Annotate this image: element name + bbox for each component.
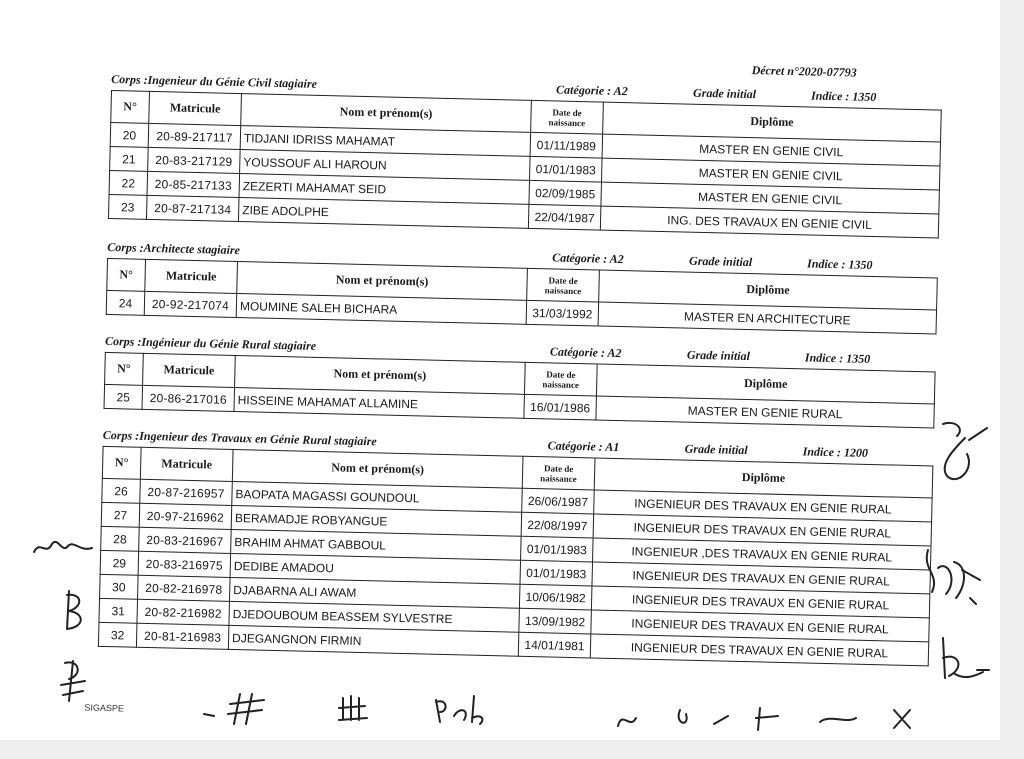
cell-num: 24 (106, 290, 145, 315)
cell-name: HISSEINE MAHAMAT ALLAMINE (234, 387, 524, 418)
cell-matricule: 20-83-216967 (139, 527, 232, 553)
cell-num: 28 (101, 526, 140, 551)
header-name: Nom et prénom(s) (232, 449, 523, 488)
handwritten-signature-icon (935, 628, 995, 688)
handwritten-signature-icon (935, 410, 995, 490)
header-matricule: Matricule (143, 353, 236, 387)
indice-label: Indice : 1350 (804, 350, 871, 366)
header-name: Nom et prénom(s) (237, 262, 528, 301)
handwritten-signature-icon (28, 530, 98, 570)
cell-num: 22 (109, 170, 148, 195)
cell-num: 31 (99, 598, 138, 623)
header-name: Nom et prénom(s) (241, 94, 532, 133)
corps-label: Corps :Ingenieur des Travaux en Génie Rural stagiaire (102, 427, 377, 449)
handwritten-signature-icon (55, 655, 95, 705)
cell-matricule: 20-85-217133 (147, 171, 240, 197)
handwritten-signature-icon (430, 690, 490, 730)
categorie-label: Catégorie : A1 (547, 438, 620, 455)
cell-diploma: INGENIEUR DES TRAVAUX EN GENIE RURAL (591, 586, 929, 618)
cell-num: 25 (104, 384, 143, 409)
header-birth-date: Date de naissance (522, 456, 595, 490)
cell-diploma: MASTER EN ARCHITECTURE (598, 302, 936, 334)
header-name: Nom et prénom(s) (235, 355, 526, 394)
cell-name: MOUMINE SALEH BICHARA (236, 294, 526, 325)
cell-name: ZIBE ADOLPHE (238, 198, 528, 229)
cell-num: 20 (110, 122, 149, 147)
cell-num: 27 (101, 502, 140, 527)
header-birth-date: Date de naissance (524, 362, 597, 396)
decree-sheet (84, 48, 942, 714)
cell-diploma: INGENIEUR DES TRAVAUX EN GENIE RURAL (592, 562, 930, 594)
header-diploma: Diplôme (596, 364, 935, 404)
cell-birth-date: 31/03/1992 (526, 300, 599, 326)
cell-name: YOUSSOUF ALI HAROUN (240, 150, 530, 181)
cell-name: ZEZERTI MAHAMAT SEID (239, 174, 529, 205)
header-diploma: Diplôme (594, 458, 933, 498)
cell-num: 26 (102, 478, 141, 503)
header-matricule: Matricule (145, 259, 238, 293)
indice-label: Indice : 1350 (810, 88, 877, 105)
cell-matricule: 20-97-216962 (139, 503, 232, 529)
cell-name: BRAHIM AHMAT GABBOUL (231, 529, 521, 560)
cell-diploma: MASTER EN GENIE RURAL (596, 396, 934, 428)
cell-matricule: 20-81-216983 (136, 623, 229, 649)
cell-matricule: 20-87-216957 (140, 479, 233, 505)
cell-num: 29 (100, 550, 139, 575)
categorie-label: Catégorie : A2 (555, 82, 628, 99)
cell-num: 30 (100, 574, 139, 599)
cell-matricule: 20-87-217134 (146, 195, 239, 221)
cell-diploma: INGENIEUR ,DES TRAVAUX EN GENIE RURAL (593, 538, 931, 570)
cell-matricule: 20-86-217016 (142, 385, 235, 411)
grade-label: Grade initial (684, 441, 748, 458)
categorie-label: Catégorie : A2 (549, 344, 622, 361)
cell-name: BERAMADJE ROBYANGUE (231, 505, 521, 536)
cell-matricule: 20-83-217129 (148, 147, 241, 173)
cell-num: 21 (110, 146, 149, 171)
cell-name: DJEGANGNON FIRMIN (228, 625, 518, 656)
cell-name: DJABARNA ALI AWAM (229, 577, 519, 608)
cell-birth-date: 02/09/1985 (529, 180, 602, 206)
cell-name: DJEDOUBOUM BEASSEM SYLVESTRE (229, 601, 519, 632)
cell-birth-date: 10/06/1982 (519, 584, 592, 610)
cell-diploma: MASTER EN GENIE CIVIL (602, 134, 940, 166)
cell-matricule: 20-82-216978 (138, 575, 231, 601)
header-num: N° (107, 258, 146, 291)
cell-birth-date: 26/06/1987 (522, 488, 595, 514)
footer-label: SIGASPE (84, 702, 125, 714)
agents-table (98, 446, 934, 667)
handwritten-signature-icon (610, 700, 940, 736)
corps-label: Corps :Ingénieur du Génie Rural stagiaire (104, 333, 317, 353)
cell-birth-date: 22/04/1987 (528, 204, 601, 230)
header-birth-date: Date de naissance (531, 100, 604, 134)
header-birth-date: Date de naissance (527, 268, 600, 302)
header-matricule: Matricule (140, 447, 233, 481)
cell-num: 32 (98, 622, 137, 647)
header-diploma: Diplôme (603, 102, 942, 142)
handwritten-signature-icon (335, 690, 375, 730)
cell-birth-date: 13/09/1982 (519, 608, 592, 634)
decree-number: Décret n°2020-07793 (751, 63, 857, 80)
cell-matricule: 20-83-216975 (138, 551, 231, 577)
cell-name: BAOPATA MAGASSI GOUNDOUL (232, 481, 522, 512)
cell-birth-date: 01/01/1983 (520, 560, 593, 586)
cell-matricule: 20-92-217074 (144, 291, 237, 317)
cell-num: 23 (108, 194, 147, 219)
cell-diploma: ING. DES TRAVAUX EN GENIE CIVIL (600, 206, 938, 238)
cell-matricule: 20-82-216982 (137, 599, 230, 625)
cell-birth-date: 01/01/1983 (521, 536, 594, 562)
header-diploma: Diplôme (599, 270, 938, 310)
cell-birth-date: 22/08/1997 (521, 512, 594, 538)
cell-birth-date: 14/01/1981 (518, 632, 591, 658)
header-num: N° (105, 352, 144, 385)
cell-diploma: INGENIEUR DES TRAVAUX EN GENIE RURAL (590, 634, 928, 666)
cell-birth-date: 16/01/1986 (524, 394, 597, 420)
cell-diploma: INGENIEUR DES TRAVAUX EN GENIE RURAL (594, 490, 932, 522)
header-num: N° (102, 446, 141, 479)
header-matricule: Matricule (149, 91, 242, 125)
cell-diploma: MASTER EN GENIE CIVIL (601, 158, 939, 190)
cell-name: DEDIBE AMADOU (230, 553, 520, 584)
header-num: N° (111, 90, 150, 123)
cell-birth-date: 01/01/1983 (529, 156, 602, 182)
grade-label: Grade initial (688, 253, 753, 270)
handwritten-signature-icon (918, 540, 988, 610)
cell-birth-date: 01/11/1989 (530, 132, 603, 158)
corps-label: Corps :Ingenieur du Génie Civil stagiaire (111, 71, 318, 91)
cell-diploma: INGENIEUR DES TRAVAUX EN GENIE RURAL (593, 514, 931, 546)
handwritten-signature-icon (200, 690, 280, 730)
cell-matricule: 20-89-217117 (148, 123, 241, 149)
indice-label: Indice : 1200 (802, 444, 869, 460)
cell-diploma: INGENIEUR DES TRAVAUX EN GENIE RURAL (591, 610, 929, 642)
corps-label: Corps :Architecte stagiaire (107, 239, 241, 258)
grade-label: Grade initial (692, 85, 757, 102)
cell-name: TIDJANI IDRISS MAHAMAT (240, 126, 530, 157)
grade-label: Grade initial (686, 347, 751, 364)
agents-table (108, 90, 942, 239)
cell-diploma: MASTER EN GENIE CIVIL (601, 182, 939, 214)
categorie-label: Catégorie : A2 (552, 250, 624, 267)
handwritten-signature-icon (55, 585, 95, 635)
indice-label: Indice : 1350 (806, 256, 873, 272)
